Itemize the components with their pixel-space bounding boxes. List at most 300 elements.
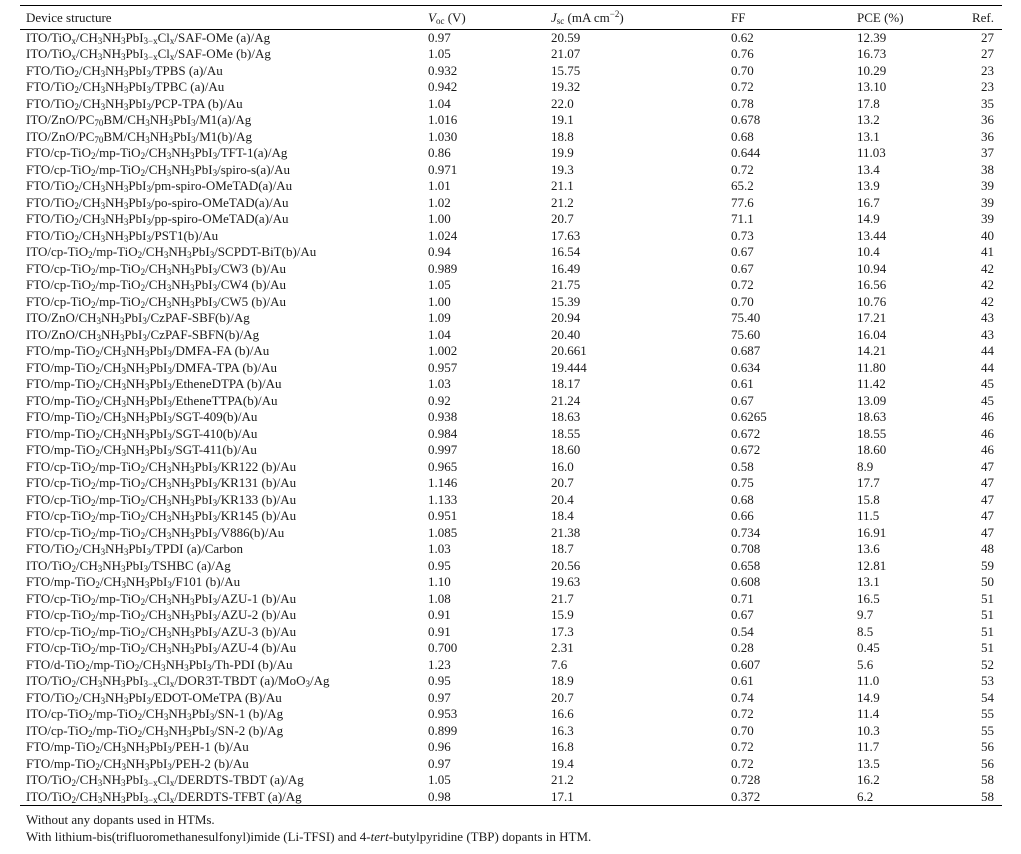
cell-jsc: 17.63 [551, 227, 581, 243]
cell-device: FTO/$mp-TiO_2/CH_3NH_3PbI_3/SGT-409(b)/Au$ [26, 409, 258, 426]
cell-ref: 48 [981, 541, 994, 557]
table-row [20, 228, 1002, 245]
table-row [20, 327, 1002, 344]
cell-device: ITO/$TiO_x/CH_3NH_3PbI_{3-x}Cl_x/SAF$-OMe (a)/Ag [26, 30, 271, 46]
cell-voc: 1.00 [428, 211, 451, 227]
cell-device: FTO/$cp-TiO_2/mp-TiO_2/CH_3NH_3PbI_3/TFT-1(a)/Ag$ [26, 145, 288, 162]
table-footnotes [20, 811, 1002, 845]
cell-jsc: 18.4 [551, 508, 574, 524]
cell-voc: 0.91 [428, 623, 451, 639]
cell-ref: 44 [981, 343, 994, 359]
table-row [20, 492, 1002, 509]
cell-ref: 44 [981, 359, 994, 375]
cell-voc: 0.97 [428, 689, 451, 705]
cell-ref: 58 [981, 788, 994, 804]
table-row [20, 393, 1002, 410]
cell-device: FTO/$mp-TiO_2/CH_3NH_3PbI_3/DMFA-FA$ (b)/Au [26, 343, 270, 360]
cell-ref: 55 [981, 722, 994, 738]
cell-device: FTO/$mp-TiO_2/CH_3NH_3PbI_3/F101$ (b)/Au [26, 574, 241, 591]
cell-ref: 50 [981, 574, 994, 590]
cell-ref: 42 [981, 293, 994, 309]
cell-ref: 36 [981, 112, 994, 128]
cell-ref: 41 [981, 244, 994, 260]
cell-ref: 23 [981, 79, 994, 95]
column-header-jsc: $J_{sc}$ (mA $cm^{-2}$) [551, 8, 624, 26]
cell-voc: 1.133 [428, 491, 458, 507]
cell-ff: 0.73 [731, 227, 754, 243]
cell-voc: 1.085 [428, 524, 458, 540]
cell-ff: 0.708 [731, 541, 761, 557]
cell-ref: 51 [981, 590, 994, 606]
cell-ff: 0.644 [731, 145, 761, 161]
cell-pce: 17.21 [857, 310, 887, 326]
cell-pce: 11.03 [857, 145, 886, 161]
table-row [20, 541, 1002, 558]
cell-pce: 18.60 [857, 442, 887, 458]
cell-ref: 43 [981, 310, 994, 326]
cell-pce: 11.0 [857, 673, 880, 689]
cell-ff: 75.40 [731, 310, 761, 326]
table-row [20, 475, 1002, 492]
cell-device: ITO/$cp-TiO_2/mp-TiO_2/CH_3NH_3PbI_3/SN-1$ (b)/Ag [26, 706, 284, 723]
cell-device: FTO/$mp-TiO_2/CH_3NH_3PbI_3/PEH-1$ (b)/Au [26, 739, 249, 756]
table-row [20, 162, 1002, 179]
cell-jsc: 20.94 [551, 310, 581, 326]
table-row [20, 244, 1002, 261]
cell-jsc: 18.7 [551, 541, 574, 557]
cell-pce: 13.4 [857, 161, 880, 177]
cell-voc: 0.957 [428, 359, 458, 375]
table-row [20, 145, 1002, 162]
cell-voc: 1.10 [428, 574, 451, 590]
cell-jsc: 17.3 [551, 623, 574, 639]
cell-ff: 65.2 [731, 178, 754, 194]
cell-voc: 1.09 [428, 310, 451, 326]
cell-ref: 42 [981, 277, 994, 293]
table-row [20, 343, 1002, 360]
cell-ff: 0.28 [731, 640, 754, 656]
cell-jsc: 16.8 [551, 739, 574, 755]
cell-pce: 13.9 [857, 178, 880, 194]
table-row [20, 607, 1002, 624]
cell-device: FTO/$cp-TiO_2/mp-TiO_2/CH_3NH_3PbI_3/KR133$ (b)/Au [26, 491, 297, 508]
cell-jsc: 20.56 [551, 557, 581, 573]
cell-voc: 0.91 [428, 607, 451, 623]
table-row [20, 756, 1002, 773]
cell-device: ITO/$ZnO/PC_{70}BM/CH_3NH_3PbI_3/M1(a)/Ag$ [26, 112, 252, 129]
cell-pce: 10.76 [857, 293, 887, 309]
table-row [20, 261, 1002, 278]
cell-ref: 47 [981, 458, 994, 474]
cell-jsc: 21.7 [551, 590, 574, 606]
cell-ref: 23 [981, 62, 994, 78]
cell-voc: 1.01 [428, 178, 451, 194]
cell-device: FTO/$mp-TiO_2/CH_3NH_3PbI_3/PEH-2$ (b)/Au [26, 755, 249, 772]
cell-voc: 0.951 [428, 508, 458, 524]
cell-ff: 71.1 [731, 211, 754, 227]
cell-voc: 0.932 [428, 62, 458, 78]
cell-device: FTO/$TiO_2/CH_3NH_3PbI_3$/TPDI (a)/Carbon [26, 541, 243, 558]
cell-pce: 14.9 [857, 689, 880, 705]
cell-device: FTO/$cp-TiO_2/mp-TiO_2/CH_3NH_3PbI_3/AZU-1$ (b)/Au [26, 590, 297, 607]
cell-voc: 1.03 [428, 541, 451, 557]
table-row [20, 178, 1002, 195]
column-header-ff: FF [731, 9, 746, 25]
cell-device: FTO/$TiO_2/CH_3NH_3PbI_3/po-spiro-OMeTAD(a)/Au$ [26, 194, 289, 211]
cell-ff: 0.672 [731, 425, 761, 441]
cell-ref: 35 [981, 95, 994, 111]
cell-device: FTO/$cp-TiO_2/mp-TiO_2/CH_3NH_3PbI_3/spiro-s(a)/Au$ [26, 161, 291, 178]
column-header-pce: PCE (%) [857, 9, 904, 25]
cell-jsc: 20.59 [551, 30, 581, 45]
cell-jsc: 16.6 [551, 706, 574, 722]
cell-device: FTO/$mp-TiO_2/CH_3NH_3PbI_3/SGT-410(b)/Au$ [26, 425, 258, 442]
cell-pce: 16.7 [857, 194, 880, 210]
table-row [20, 46, 1002, 63]
table-row [20, 112, 1002, 129]
cell-ref: 46 [981, 442, 994, 458]
cell-device: ITO/$ZnO/CH_3NH_3PbI_3/CzPAF-SBF(b)/Ag$ [26, 310, 250, 327]
cell-jsc: 20.7 [551, 689, 574, 705]
cell-jsc: 21.07 [551, 46, 581, 62]
cell-pce: 6.2 [857, 788, 874, 804]
cell-ref: 38 [981, 161, 994, 177]
cell-jsc: 21.2 [551, 194, 574, 210]
cell-jsc: 20.7 [551, 211, 574, 227]
cell-jsc: 17.1 [551, 788, 574, 804]
cell-voc: 0.938 [428, 409, 458, 425]
cell-device: FTO/$TiO_2/CH_3NH_3PbI_3/PCP$-TPA (b)/Au [26, 95, 243, 112]
cell-voc: 0.97 [428, 755, 451, 771]
cell-pce: 17.7 [857, 475, 880, 491]
cell-jsc: 16.0 [551, 458, 574, 474]
cell-ff: 0.74 [731, 689, 754, 705]
cell-device: FTO/$cp-TiO_2/mp-TiO_2/CH_3NH_3PbI_3/AZU-2$ (b)/Au [26, 607, 297, 624]
cell-voc: 0.989 [428, 260, 458, 276]
cell-device: FTO/$cp-TiO_2/mp-TiO_2/CH_3NH_3PbI_3/KR145$ (b)/Au [26, 508, 297, 525]
cell-pce: 13.2 [857, 112, 880, 128]
cell-ref: 27 [981, 46, 994, 62]
cell-ff: 0.728 [731, 772, 761, 788]
cell-ff: 0.634 [731, 359, 761, 375]
cell-ref: 39 [981, 211, 994, 227]
cell-device: FTO/$mp-TiO_2/CH_3NH_3PbI_3/DMFA$-TPA (b)/Au [26, 359, 277, 376]
cell-pce: 10.94 [857, 260, 887, 276]
cell-voc: 1.08 [428, 590, 451, 606]
cell-pce: 10.3 [857, 722, 880, 738]
cell-voc: 1.002 [428, 343, 458, 359]
cell-voc: 0.95 [428, 557, 451, 573]
cell-voc: 1.03 [428, 376, 451, 392]
cell-jsc: 19.32 [551, 79, 581, 95]
cell-ff: 0.67 [731, 392, 754, 408]
cell-ff: 0.672 [731, 442, 761, 458]
cell-ff: 0.67 [731, 607, 754, 623]
cell-pce: 17.8 [857, 95, 880, 111]
cell-jsc: 16.54 [551, 244, 581, 260]
cell-jsc: 18.55 [551, 425, 581, 441]
table-body [20, 30, 1002, 806]
cell-ref: 47 [981, 491, 994, 507]
cell-device: FTO/$mp-TiO_2/CH_3NH_3PbI_3/EtheneTTPA(b)/Au$ [26, 392, 278, 409]
cell-jsc: 18.60 [551, 442, 581, 458]
cell-pce: 0.45 [857, 640, 880, 656]
cell-ff: 0.70 [731, 293, 754, 309]
cell-ff: 0.72 [731, 739, 754, 755]
cell-voc: 0.942 [428, 79, 458, 95]
table-row [20, 690, 1002, 707]
cell-ff: 0.70 [731, 722, 754, 738]
cell-ref: 45 [981, 376, 994, 392]
cell-voc: 1.05 [428, 46, 451, 62]
cell-ff: 0.607 [731, 656, 761, 672]
cell-pce: 12.81 [857, 557, 887, 573]
cell-voc: 0.997 [428, 442, 458, 458]
cell-ff: 0.72 [731, 277, 754, 293]
cell-ref: 39 [981, 178, 994, 194]
cell-ref: 51 [981, 640, 994, 656]
table-row [20, 673, 1002, 690]
cell-jsc: 19.9 [551, 145, 574, 161]
cell-ff: 0.61 [731, 376, 754, 392]
table-row [20, 508, 1002, 525]
cell-ff: 0.6265 [731, 409, 767, 425]
cell-pce: 10.29 [857, 62, 887, 78]
cell-pce: 13.5 [857, 755, 880, 771]
cell-device: FTO/$mp-TiO_2/CH_3NH_3PbI_3/SGT-411(b)/Au$ [26, 442, 257, 459]
column-header-device: Device structure [26, 9, 112, 25]
cell-device: FTO/$cp-TiO_2/mp-TiO_2/CH_3NH_3PbI_3/CW5$ (b)/Au [26, 293, 287, 310]
cell-device: ITO/$ZnO/PC_{70}BM/CH_3NH_3PbI_3/M1(b)/Ag$ [26, 128, 252, 145]
cell-pce: 16.5 [857, 590, 880, 606]
cell-ref: 36 [981, 128, 994, 144]
cell-jsc: 18.9 [551, 673, 574, 689]
device-performance-table [20, 5, 1002, 806]
table-row [20, 294, 1002, 311]
cell-pce: 10.4 [857, 244, 880, 260]
cell-pce: 18.63 [857, 409, 887, 425]
cell-ff: 0.75 [731, 475, 754, 491]
cell-jsc: 22.0 [551, 95, 574, 111]
table-row [20, 426, 1002, 443]
cell-ff: 0.62 [731, 30, 754, 45]
cell-voc: 0.965 [428, 458, 458, 474]
cell-ref: 47 [981, 524, 994, 540]
cell-ref: 51 [981, 607, 994, 623]
cell-ff: 0.687 [731, 343, 761, 359]
cell-voc: 1.016 [428, 112, 458, 128]
cell-device: FTO/$TiO_2/CH_3NH_3PbI_3/EDOT$-OMeTPA (B)/Au [26, 689, 282, 706]
cell-ref: 47 [981, 475, 994, 491]
cell-pce: 8.5 [857, 623, 874, 639]
cell-ff: 0.70 [731, 62, 754, 78]
cell-device: FTO/$cp-TiO_2/mp-TiO_2/CH_3NH_3PbI_3/V886(b)/Au$ [26, 524, 285, 541]
table-row [20, 574, 1002, 591]
cell-device: ITO/$cp-TiO_2/mp-TiO_2/CH_3NH_3PbI_3/SCPDT-BiT(b)/Au$ [26, 244, 317, 261]
cell-device: ITO/$ZnO/CH_3NH_3PbI_3/CzPAF-SBFN(b)/Ag$ [26, 326, 260, 343]
cell-jsc: 21.38 [551, 524, 581, 540]
cell-voc: 0.700 [428, 640, 458, 656]
cell-voc: 0.899 [428, 722, 458, 738]
cell-ref: 59 [981, 557, 994, 573]
cell-voc: 0.984 [428, 425, 458, 441]
cell-voc: 1.05 [428, 277, 451, 293]
table-row [20, 591, 1002, 608]
cell-pce: 13.09 [857, 392, 887, 408]
cell-voc: 0.97 [428, 30, 451, 45]
cell-pce: 16.04 [857, 326, 887, 342]
cell-jsc: 16.49 [551, 260, 581, 276]
cell-pce: 15.8 [857, 491, 880, 507]
cell-jsc: 7.6 [551, 656, 568, 672]
cell-voc: 0.92 [428, 392, 451, 408]
cell-ref: 55 [981, 706, 994, 722]
cell-jsc: 20.7 [551, 475, 574, 491]
cell-device: FTO/$mp-TiO_2/CH_3NH_3PbI_3$/EtheneDTPA (b)/Au [26, 376, 282, 393]
cell-ref: 51 [981, 623, 994, 639]
table-row [20, 96, 1002, 113]
table-row [20, 723, 1002, 740]
cell-device: FTO/$cp-TiO_2/mp-TiO_2/CH_3NH_3PbI_3/KR131$ (b)/Au [26, 475, 297, 492]
cell-voc: 0.96 [428, 739, 451, 755]
table-row [20, 310, 1002, 327]
cell-jsc: 19.3 [551, 161, 574, 177]
cell-pce: 13.44 [857, 227, 887, 243]
cell-pce: 16.56 [857, 277, 887, 293]
table-row [20, 211, 1002, 228]
cell-device: FTO/$d-TiO_2/mp-TiO_2/CH_3NH_3PbI_3/Th$-PDI (b)/Au [26, 656, 293, 673]
cell-pce: 14.21 [857, 343, 887, 359]
cell-ff: 0.678 [731, 112, 761, 128]
cell-jsc: 21.1 [551, 178, 574, 194]
cell-jsc: 19.1 [551, 112, 574, 128]
cell-ff: 0.72 [731, 79, 754, 95]
cell-ref: 47 [981, 508, 994, 524]
cell-ff: 0.76 [731, 46, 754, 62]
cell-ref: 56 [981, 755, 994, 771]
footnote-2: With lithium-bis(trifluoromethanesulfonyl)imide (Li-TFSI) and 4-tert-butylpyridine (TBP) dopants in HTM. [26, 828, 592, 844]
cell-jsc: 20.4 [551, 491, 574, 507]
footnote-1: Without any dopants used in HTMs. [26, 811, 215, 827]
cell-device: ITO/$TiO_2/CH_3NH_3PbI_{3-x}Cl_x/DERDTS$-TFBT (a)/Ag [26, 788, 302, 805]
cell-ref: 46 [981, 425, 994, 441]
cell-ff: 0.54 [731, 623, 754, 639]
cell-ff: 0.68 [731, 491, 754, 507]
cell-voc: 0.86 [428, 145, 451, 161]
cell-pce: 18.55 [857, 425, 887, 441]
table-row [20, 360, 1002, 377]
cell-ff: 0.61 [731, 673, 754, 689]
cell-jsc: 15.39 [551, 293, 581, 309]
cell-pce: 8.9 [857, 458, 874, 474]
cell-pce: 16.91 [857, 524, 887, 540]
cell-device: FTO/$TiO_2/CH_3NH_3PbI_3$/TPBC (a)/Au [26, 79, 225, 96]
cell-jsc: 19.4 [551, 755, 574, 771]
cell-pce: 13.1 [857, 128, 880, 144]
table-row [20, 789, 1002, 806]
cell-voc: 1.02 [428, 194, 451, 210]
cell-ref: 42 [981, 260, 994, 276]
table-row [20, 409, 1002, 426]
cell-ff: 0.71 [731, 590, 754, 606]
cell-voc: 1.146 [428, 475, 458, 491]
cell-ref: 58 [981, 772, 994, 788]
cell-jsc: 18.63 [551, 409, 581, 425]
cell-jsc: 20.40 [551, 326, 581, 342]
cell-ff: 75.60 [731, 326, 761, 342]
cell-jsc: 19.63 [551, 574, 581, 590]
cell-ref: 39 [981, 194, 994, 210]
cell-ff: 0.78 [731, 95, 754, 111]
cell-ff: 0.72 [731, 161, 754, 177]
cell-ref: 40 [981, 227, 994, 243]
cell-pce: 9.7 [857, 607, 874, 623]
table-row [20, 129, 1002, 146]
cell-voc: 0.971 [428, 161, 458, 177]
cell-voc: 1.024 [428, 227, 458, 243]
table-row [20, 525, 1002, 542]
cell-voc: 0.95 [428, 673, 451, 689]
cell-ff: 0.72 [731, 706, 754, 722]
cell-jsc: 21.24 [551, 392, 581, 408]
cell-ff: 77.6 [731, 194, 754, 210]
table-header [20, 6, 1002, 30]
cell-ref: 46 [981, 409, 994, 425]
cell-pce: 16.2 [857, 772, 880, 788]
table-row [20, 376, 1002, 393]
cell-ref: 56 [981, 739, 994, 755]
cell-device: FTO/$cp-TiO_2/mp-TiO_2/CH_3NH_3PbI_3/KR122$ (b)/Au [26, 458, 297, 475]
cell-ff: 0.608 [731, 574, 761, 590]
table-row [20, 657, 1002, 674]
cell-pce: 14.9 [857, 211, 880, 227]
cell-device: FTO/$TiO_2/CH_3NH_3PbI_3/pm-spiro-OMeTAD(a)/Au$ [26, 178, 293, 195]
table-row [20, 772, 1002, 789]
table-row [20, 442, 1002, 459]
header-row [20, 6, 1002, 30]
cell-device: ITO/$TiO_2/CH_3NH_3PbI_3$/TSHBC (a)/Ag [26, 557, 231, 574]
cell-pce: 12.39 [857, 30, 887, 45]
cell-voc: 0.953 [428, 706, 458, 722]
cell-pce: 5.6 [857, 656, 874, 672]
column-header-ref: Ref. [971, 9, 994, 25]
cell-voc: 0.94 [428, 244, 451, 260]
cell-ff: 0.658 [731, 557, 761, 573]
table-row [20, 459, 1002, 476]
cell-pce: 11.4 [857, 706, 880, 722]
cell-device: FTO/$cp-TiO_2/mp-TiO_2/CH_3NH_3PbI_3/CW3$ (b)/Au [26, 260, 287, 277]
cell-voc: 1.04 [428, 326, 451, 342]
table-row [20, 79, 1002, 96]
cell-ref: 54 [981, 689, 994, 705]
cell-jsc: 21.75 [551, 277, 581, 293]
cell-device: FTO/$TiO_2/CH_3NH_3PbI_3/pp-spiro-OMeTAD(a)/Au$ [26, 211, 289, 228]
cell-pce: 11.5 [857, 508, 880, 524]
cell-ref: 27 [981, 30, 994, 45]
cell-voc: 1.05 [428, 772, 451, 788]
cell-voc: 1.00 [428, 293, 451, 309]
cell-ref: 52 [981, 656, 994, 672]
table-row [20, 277, 1002, 294]
cell-ref: 43 [981, 326, 994, 342]
cell-pce: 13.10 [857, 79, 887, 95]
cell-jsc: 18.17 [551, 376, 581, 392]
cell-jsc: 16.3 [551, 722, 574, 738]
table-row [20, 640, 1002, 657]
cell-pce: 13.1 [857, 574, 880, 590]
table-row [20, 624, 1002, 641]
cell-ff: 0.372 [731, 788, 761, 804]
